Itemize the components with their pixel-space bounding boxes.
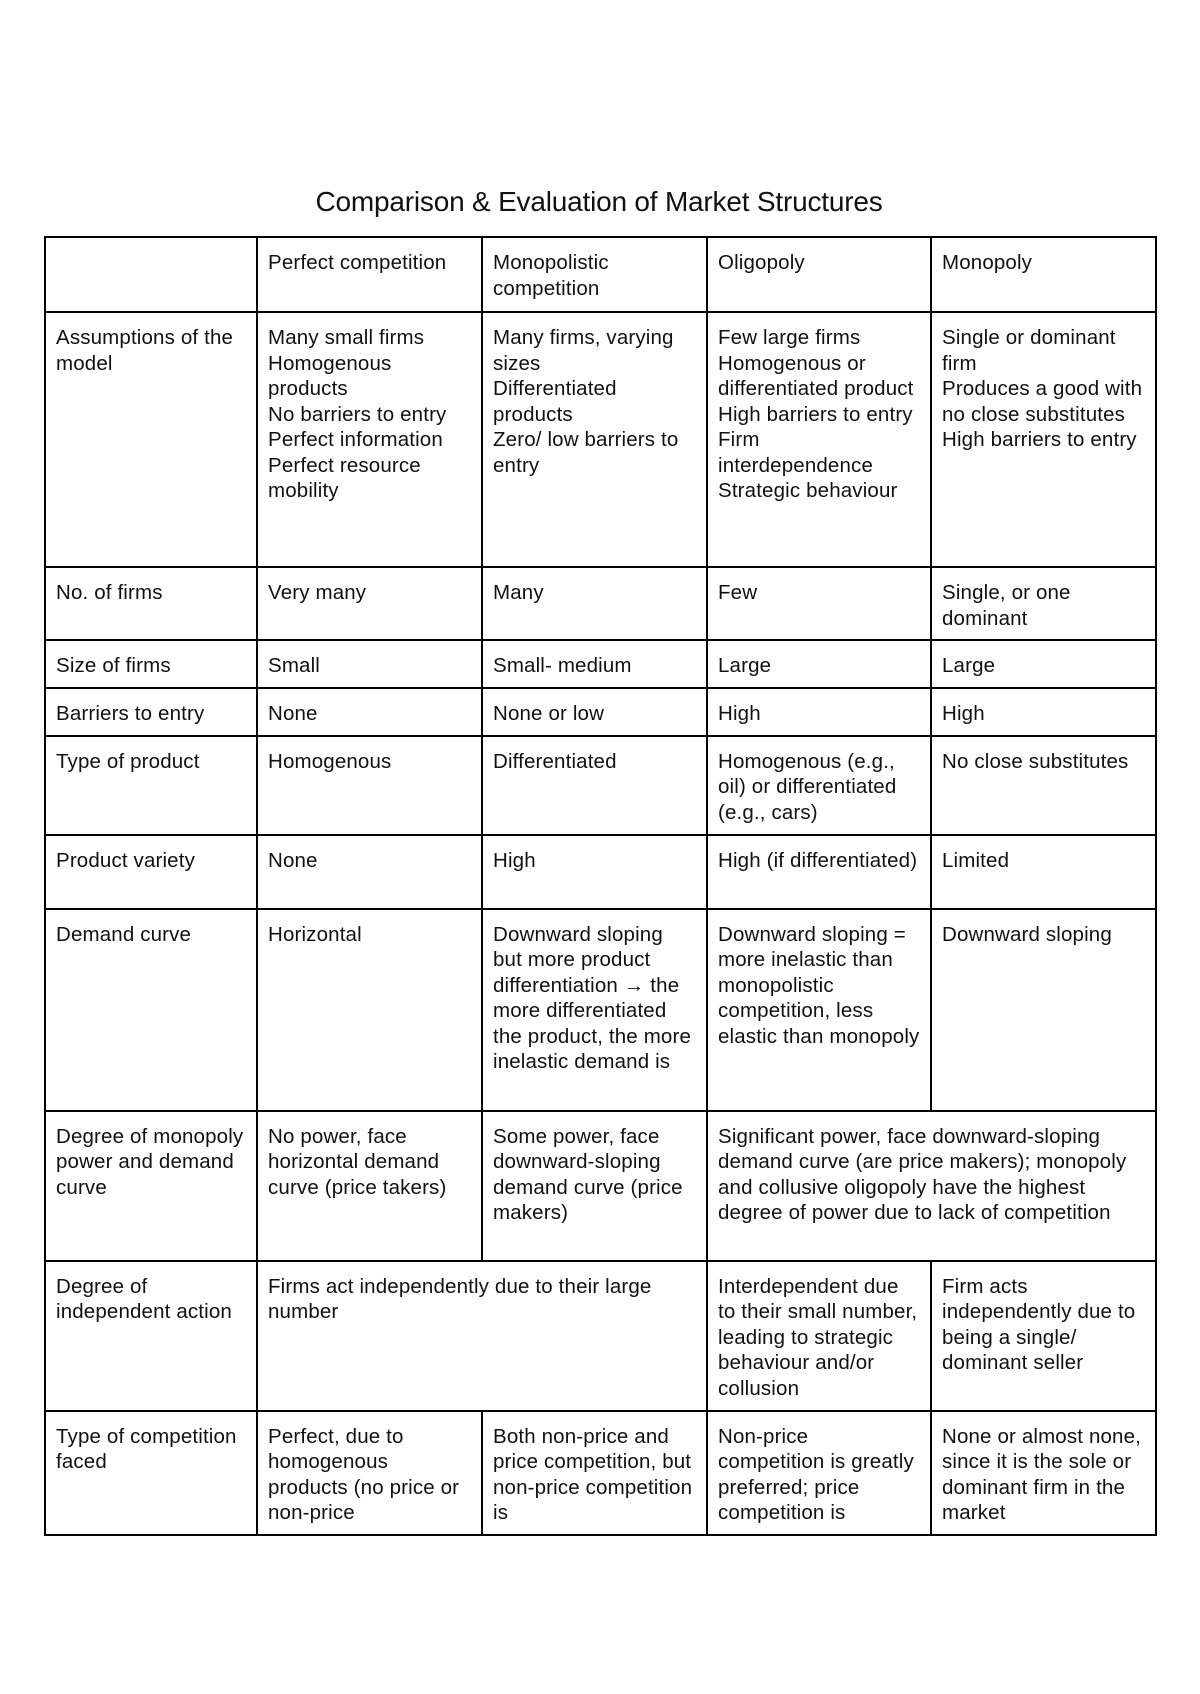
cell-monopoly-competition-faced: None or almost none, since it is the sole or dominant firm in the market	[931, 1411, 1156, 1535]
cell-monopolistic-variety: High	[482, 835, 707, 909]
header-oligopoly: Oligopoly	[707, 237, 931, 312]
cell-oligopoly-competition-faced: Non-price competition is greatly preferred; price competition is	[707, 1411, 931, 1535]
cell-oligopoly-barriers: High	[707, 688, 931, 736]
table-row-barriers-to-entry	[45, 688, 1156, 736]
assumption-item: Firm interdependence	[718, 428, 873, 477]
cell-oligopoly-product: Homogenous (e.g., oil) or differentiated (e.g., cars)	[707, 736, 931, 835]
cell-perfect-demand: Horizontal	[257, 909, 482, 1111]
cell-oligopoly-assumptions	[707, 312, 931, 567]
cell-monopoly-assumptions	[931, 312, 1156, 567]
table-row-monopoly-power	[45, 1111, 1156, 1261]
row-label: No. of firms	[45, 567, 257, 640]
cell-monopolistic-power: Some power, face downward-sloping demand curve (price makers)	[482, 1111, 707, 1261]
assumption-item: Homogenous or differentiated product	[718, 351, 914, 400]
cell-oligopoly-independence: Interdependent due to their small number, leading to strategic behaviour and/or collusion	[707, 1261, 931, 1411]
table-header-row	[45, 237, 1156, 312]
cell-oligopoly-monopoly-power: Significant power, face downward-sloping demand curve (are price makers); monopoly and collusive oligopoly have the highest degree of power due to lack of competition	[707, 1111, 1156, 1261]
assumption-item: Produces a good with no close substitutes	[942, 377, 1143, 426]
cell-monopoly-independence: Firm acts independently due to being a single/ dominant seller	[931, 1261, 1156, 1411]
assumption-item: Few large firms	[718, 326, 861, 349]
row-label: Type of competition faced	[45, 1411, 257, 1535]
row-label: Type of product	[45, 736, 257, 835]
row-label: Barriers to entry	[45, 688, 257, 736]
row-label: Product variety	[45, 835, 257, 909]
cell-monopolistic-assumptions	[482, 312, 707, 567]
assumption-item: Many firms, varying sizes	[493, 326, 674, 375]
cell-perfect-product: Homogenous	[257, 736, 482, 835]
cell-oligopoly-variety: High (if differentiated)	[707, 835, 931, 909]
cell-perfect-assumptions	[257, 312, 482, 567]
cell-oligopoly-demand: Downward sloping = more inelastic than monopolistic competition, less elastic than monopoly	[707, 909, 931, 1111]
cell-perfect-monopolistic-independence: Firms act independently due to their large number	[257, 1261, 707, 1411]
cell-perfect-variety: None	[257, 835, 482, 909]
row-label: Size of firms	[45, 640, 257, 688]
cell-monopolistic-demand: Downward sloping but more product differentiation → the more differentiated the product, the more inelastic demand is	[482, 909, 707, 1111]
assumption-item: High barriers to entry	[718, 402, 913, 426]
assumption-item: Many small firms	[268, 326, 425, 349]
cell-perfect-competition-faced: Perfect, due to homogenous products (no price or non-price	[257, 1411, 482, 1535]
table-row-size-of-firms	[45, 640, 1156, 688]
cell-monopolistic-product: Differentiated	[482, 736, 707, 835]
cell-monopolistic-firms: Many	[482, 567, 707, 640]
table-row-product-variety	[45, 835, 1156, 909]
cell-monopoly-barriers: High	[931, 688, 1156, 736]
assumption-item: Homogenous products	[268, 351, 392, 400]
cell-monopolistic-competition-faced: Both non-price and price competition, but non-price competition is	[482, 1411, 707, 1535]
cell-oligopoly-size: Large	[707, 640, 931, 688]
cell-monopoly-demand: Downward sloping	[931, 909, 1156, 1111]
assumption-item: High barriers to entry	[942, 428, 1137, 451]
row-label: Assumptions of the model	[45, 312, 257, 567]
assumption-item: Zero/ low barriers to entry	[493, 428, 679, 477]
row-label: Degree of independent action	[45, 1261, 257, 1411]
cell-monopoly-firms: Single, or one dominant	[931, 567, 1156, 640]
assumption-item: Differentiated products	[493, 377, 617, 426]
header-monopolistic-competition: Monopolistic competition	[482, 237, 707, 312]
row-label: Demand curve	[45, 909, 257, 1111]
assumption-item: Strategic behaviour	[718, 479, 898, 502]
cell-monopolistic-barriers: None or low	[482, 688, 707, 736]
cell-perfect-firms: Very many	[257, 567, 482, 640]
cell-monopolistic-size: Small- medium	[482, 640, 707, 688]
assumption-item: Perfect information	[268, 428, 443, 451]
assumption-item: Perfect resource mobility	[268, 453, 421, 502]
table-row-number-of-firms	[45, 567, 1156, 640]
cell-monopoly-product: No close substitutes	[931, 736, 1156, 835]
cell-monopoly-size: Large	[931, 640, 1156, 688]
assumption-item: No barriers to entry	[268, 402, 447, 426]
page-title: Comparison & Evaluation of Market Structures	[315, 186, 883, 217]
market-structures-table	[44, 236, 1157, 1536]
cell-perfect-barriers: None	[257, 688, 482, 736]
table-row-assumptions	[45, 312, 1156, 567]
cell-perfect-size: Small	[257, 640, 482, 688]
table-row-type-of-product	[45, 736, 1156, 835]
row-label: Degree of monopoly power and demand curve	[45, 1111, 257, 1261]
table-row-demand-curve	[45, 909, 1156, 1111]
cell-perfect-power: No power, face horizontal demand curve (price takers)	[257, 1111, 482, 1261]
table-row-independent-action	[45, 1261, 1156, 1411]
header-blank-cell	[45, 237, 257, 312]
table-row-competition-faced	[45, 1411, 1156, 1535]
header-monopoly: Monopoly	[931, 237, 1156, 312]
cell-oligopoly-firms: Few	[707, 567, 931, 640]
assumption-item: Single or dominant firm	[942, 326, 1116, 375]
cell-monopoly-variety: Limited	[931, 835, 1156, 909]
header-perfect-competition: Perfect competition	[257, 237, 482, 312]
